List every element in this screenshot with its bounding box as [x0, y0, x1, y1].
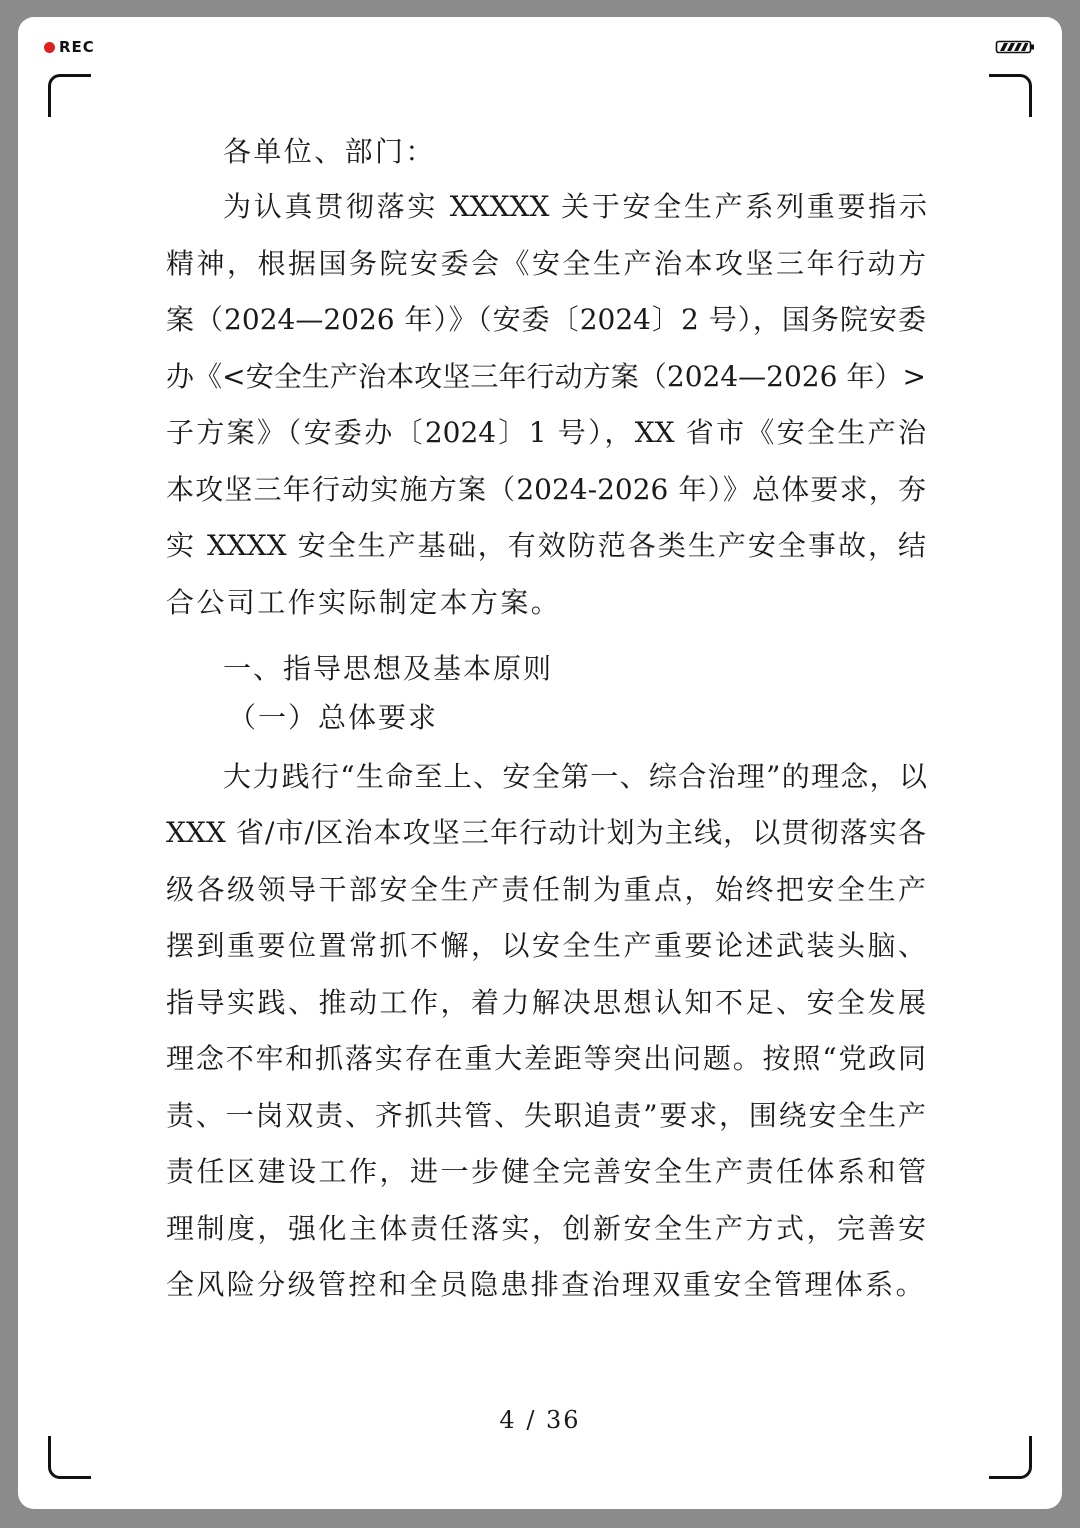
body-line: 大力践行“生命至上、安全第一、综合治理”的理念，以	[223, 760, 927, 793]
intro-line: 本攻坚三年行动实施方案（2024-2026 年）》总体要求，夯	[166, 473, 926, 506]
intro-line: 精神，根据国务院安委会《安全生产治本攻坚三年行动方	[166, 247, 926, 280]
intro-line: 实 XXXX 安全生产基础，有效防范各类生产安全事故，结	[166, 529, 926, 562]
intro-line: 案（2024—2026 年）》（安委〔2024〕2 号），国务院安委	[166, 303, 926, 336]
subsection-heading: （一）总体要求	[228, 701, 439, 734]
document-page	[18, 17, 1062, 1509]
body-line: 全风险分级管控和全员隐患排查治理双重安全管理体系。	[166, 1268, 927, 1301]
body-line: 理制度，强化主体责任落实，创新安全生产方式，完善安	[166, 1212, 926, 1245]
intro-line: 办《<安全生产治本攻坚三年行动方案（2024—2026 年）>	[166, 360, 926, 393]
body-line: 理念不牢和抓落实存在重大差距等突出问题。按照“党政同	[166, 1042, 926, 1075]
salutation: 各单位、部门：	[223, 135, 436, 168]
intro-line: 合公司工作实际制定本方案。	[166, 586, 562, 619]
body-line: 责任区建设工作，进一步健全完善安全生产责任体系和管	[166, 1155, 926, 1188]
body-line: 摆到重要位置常抓不懈，以安全生产重要论述武装头脑、	[166, 929, 926, 962]
page-indicator: 4 / 36	[499, 1406, 581, 1434]
battery-full-icon	[995, 40, 1035, 54]
intro-line: 为认真贯彻落实 XXXXX 关于安全生产系列重要指示	[223, 190, 927, 223]
rec-label: REC	[59, 38, 95, 56]
recording-indicator	[44, 39, 95, 55]
viewfinder-corner-top-left	[48, 74, 91, 117]
body-line: 级各级领导干部安全生产责任制为重点，始终把安全生产	[166, 873, 926, 906]
viewfinder-corner-bottom-right	[989, 1436, 1032, 1479]
intro-line: 子方案》（安委办〔2024〕1 号），XX 省市《安全生产治	[166, 416, 926, 449]
viewfinder-corner-bottom-left	[48, 1436, 91, 1479]
viewfinder-corner-top-right	[989, 74, 1032, 117]
body-line: XXX 省/市/区治本攻坚三年行动计划为主线，以贯彻落实各	[166, 816, 926, 849]
record-dot-icon	[44, 42, 55, 53]
body-line: 责、一岗双责、齐抓共管、失职追责”要求，围绕安全生产	[166, 1099, 926, 1132]
section-heading: 一、指导思想及基本原则	[223, 652, 554, 685]
body-line: 指导实践、推动工作，着力解决思想认知不足、安全发展	[166, 986, 926, 1019]
